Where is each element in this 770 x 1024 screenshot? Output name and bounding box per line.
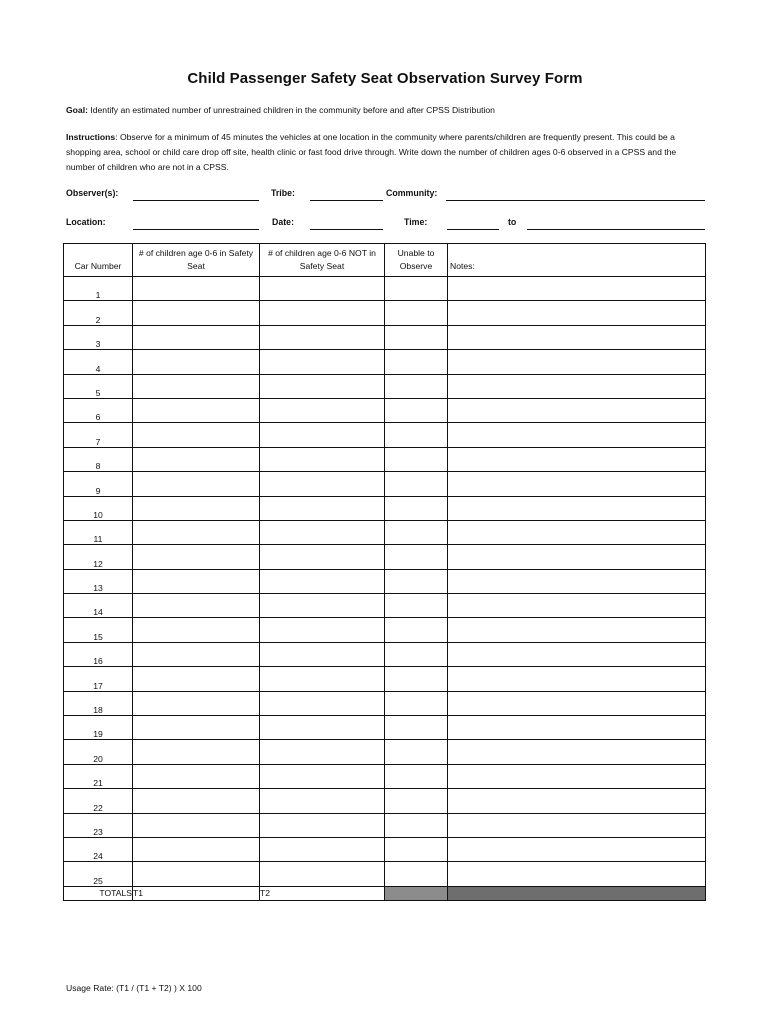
car-number-cell: 21 — [64, 764, 133, 788]
location-field[interactable] — [133, 229, 259, 230]
in-seat-cell[interactable] — [133, 277, 260, 301]
unable-cell[interactable] — [385, 447, 448, 471]
goal-body: Identify an estimated number of unrestrained children in the community before and after CPSS Distribution — [90, 105, 495, 115]
tribe-label: Tribe: — [271, 188, 295, 198]
unable-cell[interactable] — [385, 325, 448, 349]
car-number-cell: 5 — [64, 374, 133, 398]
not-in-seat-cell[interactable] — [260, 325, 385, 349]
unable-cell[interactable] — [385, 642, 448, 666]
total-t1-cell[interactable]: T1 — [133, 886, 260, 900]
in-seat-cell[interactable] — [133, 667, 260, 691]
table-header-row — [64, 244, 706, 277]
in-seat-cell[interactable] — [133, 447, 260, 471]
table-row — [64, 716, 706, 740]
table-row — [64, 350, 706, 374]
table-row — [64, 642, 706, 666]
notes-cell[interactable] — [448, 716, 706, 740]
unable-cell[interactable] — [385, 691, 448, 715]
table-row — [64, 667, 706, 691]
not-in-seat-cell[interactable] — [260, 277, 385, 301]
in-seat-cell[interactable] — [133, 545, 260, 569]
not-in-seat-cell[interactable] — [260, 813, 385, 837]
table-row — [64, 594, 706, 618]
table-row — [64, 325, 706, 349]
table-row — [64, 740, 706, 764]
car-number-cell: 18 — [64, 691, 133, 715]
unable-cell[interactable] — [385, 301, 448, 325]
car-number-cell: 1 — [64, 277, 133, 301]
table-row — [64, 862, 706, 886]
totals-shaded-notes — [448, 886, 706, 900]
car-number-cell: 4 — [64, 350, 133, 374]
header-car-number: Car Number — [64, 244, 133, 277]
header-notes: Notes: — [448, 244, 706, 277]
table-row — [64, 472, 706, 496]
notes-cell[interactable] — [448, 691, 706, 715]
not-in-seat-cell[interactable] — [260, 837, 385, 861]
total-t2-cell[interactable]: T2 — [260, 886, 385, 900]
instructions-text — [66, 130, 706, 175]
unable-cell[interactable] — [385, 545, 448, 569]
notes-cell[interactable] — [448, 545, 706, 569]
car-number-cell: 13 — [64, 569, 133, 593]
table-row — [64, 789, 706, 813]
notes-cell[interactable] — [448, 398, 706, 422]
car-number-cell: 20 — [64, 740, 133, 764]
car-number-cell: 7 — [64, 423, 133, 447]
notes-cell[interactable] — [448, 618, 706, 642]
unable-cell[interactable] — [385, 277, 448, 301]
not-in-seat-cell[interactable] — [260, 569, 385, 593]
not-in-seat-cell[interactable] — [260, 545, 385, 569]
in-seat-cell[interactable] — [133, 569, 260, 593]
to-label: to — [508, 217, 517, 227]
notes-cell[interactable] — [448, 496, 706, 520]
in-seat-cell[interactable] — [133, 642, 260, 666]
unable-cell[interactable] — [385, 569, 448, 593]
header-in-seat: # of children age 0-6 in Safety Seat — [133, 244, 260, 277]
not-in-seat-cell[interactable] — [260, 862, 385, 886]
totals-row — [64, 886, 706, 900]
table-row — [64, 520, 706, 544]
unable-cell[interactable] — [385, 618, 448, 642]
not-in-seat-cell[interactable] — [260, 520, 385, 544]
table-row — [64, 374, 706, 398]
notes-cell[interactable] — [448, 642, 706, 666]
instructions-body: : Observe for a minimum of 45 minutes the vehicles at one location in the community where parents/children are frequently present. This could be a shopping area, school or child care drop off site, health clinic or fast food drive through. Write down the number of children ages 0-6 observed in a CPSS and the number of children who are not in a CPSS. — [66, 132, 677, 172]
time-start-field[interactable] — [447, 229, 499, 230]
table-row — [64, 813, 706, 837]
not-in-seat-cell[interactable] — [260, 423, 385, 447]
instructions-label: Instructions — [66, 132, 116, 142]
car-number-cell: 14 — [64, 594, 133, 618]
not-in-seat-cell[interactable] — [260, 691, 385, 715]
car-number-cell: 22 — [64, 789, 133, 813]
notes-cell[interactable] — [448, 740, 706, 764]
in-seat-cell[interactable] — [133, 716, 260, 740]
not-in-seat-cell[interactable] — [260, 789, 385, 813]
table-row — [64, 301, 706, 325]
not-in-seat-cell[interactable] — [260, 398, 385, 422]
table-row — [64, 764, 706, 788]
unable-cell[interactable] — [385, 862, 448, 886]
car-number-cell: 6 — [64, 398, 133, 422]
unable-cell[interactable] — [385, 667, 448, 691]
in-seat-cell[interactable] — [133, 740, 260, 764]
goal-label: Goal: — [66, 105, 88, 115]
table-body — [64, 277, 706, 887]
not-in-seat-cell[interactable] — [260, 618, 385, 642]
unable-cell[interactable] — [385, 398, 448, 422]
car-number-cell: 15 — [64, 618, 133, 642]
car-number-cell: 16 — [64, 642, 133, 666]
not-in-seat-cell[interactable] — [260, 764, 385, 788]
not-in-seat-cell[interactable] — [260, 350, 385, 374]
table-row — [64, 447, 706, 471]
notes-cell[interactable] — [448, 813, 706, 837]
in-seat-cell[interactable] — [133, 691, 260, 715]
notes-cell[interactable] — [448, 764, 706, 788]
date-label: Date: — [272, 217, 294, 227]
in-seat-cell[interactable] — [133, 301, 260, 325]
in-seat-cell[interactable] — [133, 520, 260, 544]
unable-cell[interactable] — [385, 594, 448, 618]
date-field[interactable] — [310, 229, 383, 230]
unable-cell[interactable] — [385, 837, 448, 861]
in-seat-cell[interactable] — [133, 789, 260, 813]
notes-cell[interactable] — [448, 472, 706, 496]
not-in-seat-cell[interactable] — [260, 374, 385, 398]
notes-cell[interactable] — [448, 423, 706, 447]
header-not-in-seat: # of children age 0-6 NOT in Safety Seat — [260, 244, 385, 277]
notes-cell[interactable] — [448, 667, 706, 691]
observation-table — [63, 243, 706, 901]
community-field[interactable] — [446, 200, 705, 201]
notes-cell[interactable] — [448, 862, 706, 886]
unable-cell[interactable] — [385, 716, 448, 740]
car-number-cell: 25 — [64, 862, 133, 886]
notes-cell[interactable] — [448, 277, 706, 301]
notes-cell[interactable] — [448, 350, 706, 374]
header-unable: Unable to Observe — [385, 244, 448, 277]
in-seat-cell[interactable] — [133, 325, 260, 349]
car-number-cell: 9 — [64, 472, 133, 496]
not-in-seat-cell[interactable] — [260, 716, 385, 740]
in-seat-cell[interactable] — [133, 837, 260, 861]
notes-cell[interactable] — [448, 837, 706, 861]
location-label: Location: — [66, 217, 106, 227]
not-in-seat-cell[interactable] — [260, 594, 385, 618]
notes-cell[interactable] — [448, 520, 706, 544]
notes-cell[interactable] — [448, 569, 706, 593]
car-number-cell: 11 — [64, 520, 133, 544]
form-title: Child Passenger Safety Seat Observation Survey Form — [187, 70, 583, 87]
unable-cell[interactable] — [385, 520, 448, 544]
time-end-field[interactable] — [527, 229, 705, 230]
not-in-seat-cell[interactable] — [260, 301, 385, 325]
notes-cell[interactable] — [448, 447, 706, 471]
in-seat-cell[interactable] — [133, 813, 260, 837]
table-row — [64, 496, 706, 520]
totals-shaded-unable — [385, 886, 448, 900]
not-in-seat-cell[interactable] — [260, 472, 385, 496]
unable-cell[interactable] — [385, 764, 448, 788]
unable-cell[interactable] — [385, 423, 448, 447]
car-number-cell: 23 — [64, 813, 133, 837]
table-row — [64, 398, 706, 422]
table-row — [64, 569, 706, 593]
car-number-cell: 17 — [64, 667, 133, 691]
observers-field[interactable] — [133, 200, 259, 201]
table-row — [64, 545, 706, 569]
in-seat-cell[interactable] — [133, 862, 260, 886]
in-seat-cell[interactable] — [133, 350, 260, 374]
in-seat-cell[interactable] — [133, 618, 260, 642]
car-number-cell: 2 — [64, 301, 133, 325]
community-label: Community: — [386, 188, 438, 198]
unable-cell[interactable] — [385, 496, 448, 520]
in-seat-cell[interactable] — [133, 398, 260, 422]
table-row — [64, 618, 706, 642]
table-row — [64, 277, 706, 301]
notes-cell[interactable] — [448, 594, 706, 618]
unable-cell[interactable] — [385, 472, 448, 496]
notes-cell[interactable] — [448, 325, 706, 349]
observers-label: Observer(s): — [66, 188, 119, 198]
goal-text — [66, 104, 706, 116]
not-in-seat-cell[interactable] — [260, 667, 385, 691]
notes-cell[interactable] — [448, 789, 706, 813]
car-number-cell: 8 — [64, 447, 133, 471]
in-seat-cell[interactable] — [133, 496, 260, 520]
unable-cell[interactable] — [385, 740, 448, 764]
not-in-seat-cell[interactable] — [260, 642, 385, 666]
unable-cell[interactable] — [385, 813, 448, 837]
time-label: Time: — [404, 217, 428, 227]
notes-cell[interactable] — [448, 301, 706, 325]
table-row — [64, 691, 706, 715]
in-seat-cell[interactable] — [133, 374, 260, 398]
car-number-cell: 19 — [64, 716, 133, 740]
notes-cell[interactable] — [448, 374, 706, 398]
table-row — [64, 837, 706, 861]
unable-cell[interactable] — [385, 374, 448, 398]
not-in-seat-cell[interactable] — [260, 496, 385, 520]
car-number-cell: 10 — [64, 496, 133, 520]
table-row — [64, 423, 706, 447]
usage-rate-formula: Usage Rate: (T1 / (T1 + T2) ) X 100 — [66, 983, 202, 993]
not-in-seat-cell[interactable] — [260, 740, 385, 764]
in-seat-cell[interactable] — [133, 594, 260, 618]
car-number-cell: 24 — [64, 837, 133, 861]
tribe-field[interactable] — [310, 200, 383, 201]
in-seat-cell[interactable] — [133, 764, 260, 788]
in-seat-cell[interactable] — [133, 472, 260, 496]
car-number-cell: 3 — [64, 325, 133, 349]
not-in-seat-cell[interactable] — [260, 447, 385, 471]
totals-label: TOTALS — [64, 886, 133, 900]
unable-cell[interactable] — [385, 350, 448, 374]
unable-cell[interactable] — [385, 789, 448, 813]
car-number-cell: 12 — [64, 545, 133, 569]
in-seat-cell[interactable] — [133, 423, 260, 447]
